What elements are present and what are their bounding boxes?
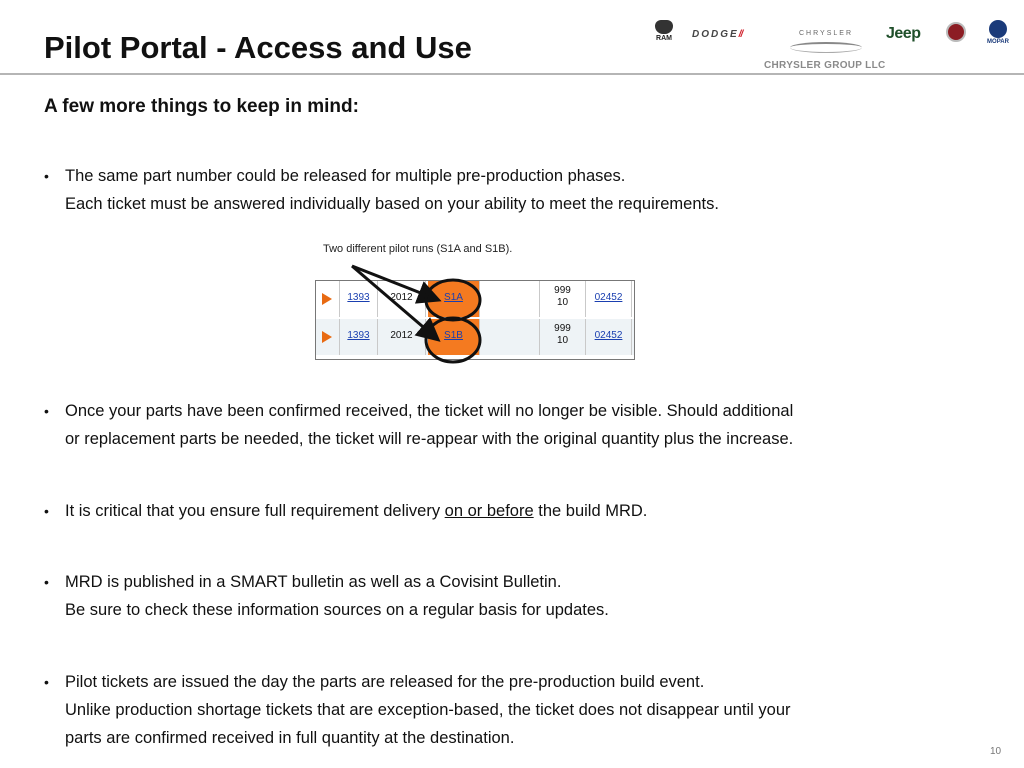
bullet-line: Pilot tickets are issued the day the parts are released for the pre-production build event. xyxy=(65,673,705,691)
section-subtitle: A few more things to keep in mind: xyxy=(44,96,359,117)
bullet-text: It is critical that you ensure full requirement delivery xyxy=(65,502,445,520)
fiat-logo-icon xyxy=(946,22,966,42)
dodge-logo-icon: DODGE// xyxy=(692,29,743,40)
year-cell: 2012 xyxy=(378,281,426,317)
phase-link-s1b[interactable]: S1B xyxy=(444,330,463,341)
circle-highlight-s1b xyxy=(426,318,480,362)
brand-logo-strip xyxy=(640,18,1020,54)
underlined-emphasis: on or before xyxy=(444,502,534,520)
mopar-logo-icon xyxy=(986,20,1010,45)
bullet-dot-icon: • xyxy=(44,574,49,590)
figure-caption: Two different pilot runs (S1A and S1B). xyxy=(323,243,513,255)
circle-highlight-s1a xyxy=(426,280,480,320)
bullet-dot-icon: • xyxy=(44,503,49,519)
bullet-item-full-delivery xyxy=(44,497,1004,525)
bullet-line: Each ticket must be answered individually based on your ability to meet the requirements. xyxy=(65,195,719,213)
chrysler-logo-icon xyxy=(786,22,866,53)
bullet-dot-icon: • xyxy=(44,168,49,184)
callout-annotation xyxy=(300,236,640,366)
callout-arrow-s1a xyxy=(352,266,436,299)
bullet-line: parts are confirmed received in full quantity at the destination. xyxy=(65,729,515,747)
year-cell: 2012 xyxy=(378,319,426,355)
code-link[interactable]: 02452 xyxy=(594,292,623,303)
phase-link-s1a[interactable]: S1A xyxy=(444,292,463,303)
callout-arrow-s1b xyxy=(352,266,436,338)
bullet-item-tickets-issued xyxy=(44,668,1004,752)
bullet-item-multiple-phases xyxy=(44,162,1004,218)
mopar-logo-text: MOPAR xyxy=(987,39,1009,45)
ram-logo-text: RAM xyxy=(656,35,672,42)
qty-top: 999 xyxy=(554,285,571,296)
pilot-runs-figure xyxy=(300,236,640,366)
qty-bottom: 10 xyxy=(556,297,569,308)
slide-title: Pilot Portal - Access and Use xyxy=(44,30,472,65)
qty-bottom: 10 xyxy=(556,335,569,346)
chrysler-logo-text: CHRYSLER xyxy=(799,30,853,37)
bullet-item-mrd-published xyxy=(44,568,1004,624)
bullet-line: Be sure to check these information sources on a regular basis for updates. xyxy=(65,601,609,619)
dodge-logo-text: DODGE xyxy=(692,29,739,40)
ticket-id-link[interactable]: 1393 xyxy=(347,330,370,341)
bullet-dot-icon: • xyxy=(44,674,49,690)
bullet-line: Once your parts have been confirmed received, the ticket will no longer be visible. Should additional xyxy=(65,402,794,420)
ticket-id-link[interactable]: 1393 xyxy=(347,292,370,303)
company-name: CHRYSLER GROUP LLC xyxy=(764,60,886,71)
qty-top: 999 xyxy=(554,323,571,334)
header-divider xyxy=(0,73,1024,75)
bullet-dot-icon: • xyxy=(44,403,49,419)
bullet-text: the build MRD. xyxy=(533,502,648,520)
ram-logo-icon xyxy=(650,20,678,42)
bullet-line: The same part number could be released for multiple pre-production phases. xyxy=(65,167,626,185)
bullet-item-confirmed-received xyxy=(44,397,1004,453)
code-link[interactable]: 02452 xyxy=(594,330,623,341)
jeep-logo-icon: Jeep xyxy=(886,25,921,42)
bullet-line: or replacement parts be needed, the ticket will re-appear with the original quantity plus the increase. xyxy=(65,430,794,448)
page-number: 10 xyxy=(990,746,1002,757)
bullet-line: Unlike production shortage tickets that are exception-based, the ticket does not disappear until your xyxy=(65,701,791,719)
bullet-line: MRD is published in a SMART bulletin as well as a Covisint Bulletin. xyxy=(65,573,562,591)
